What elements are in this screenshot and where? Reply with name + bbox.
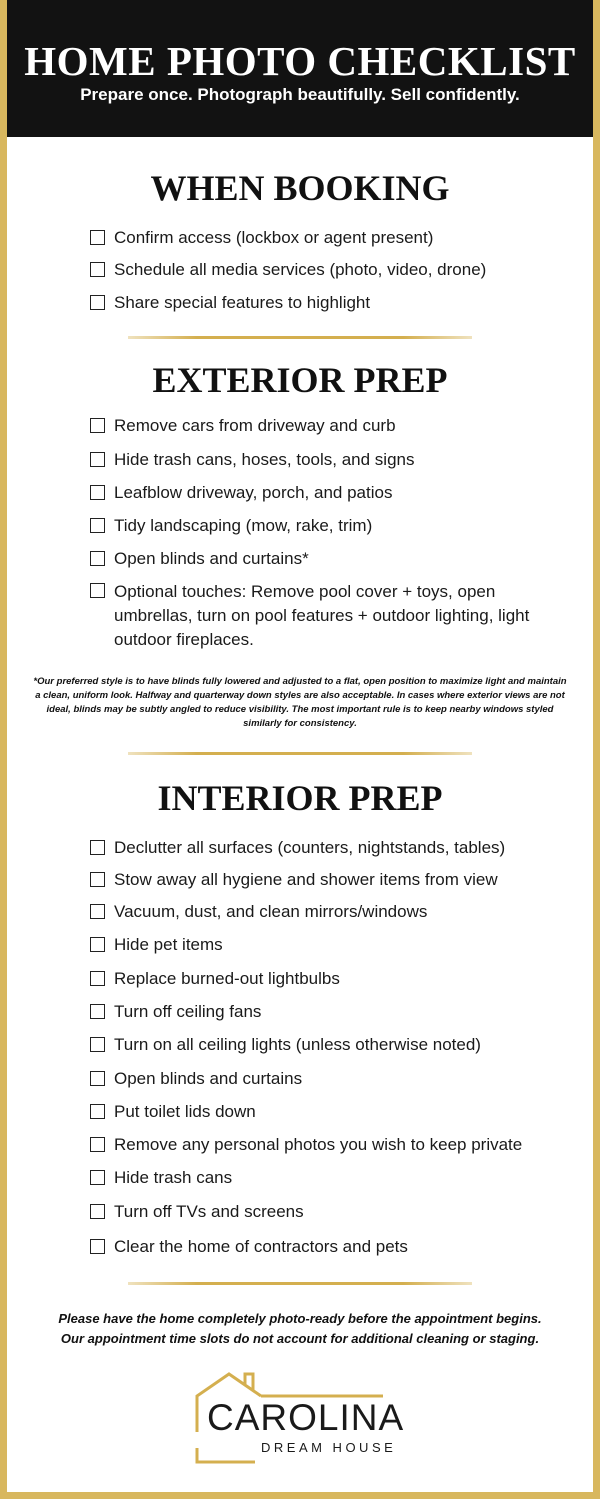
checkbox[interactable] bbox=[90, 840, 105, 855]
checkbox[interactable] bbox=[90, 1204, 105, 1219]
checklist-item[interactable] bbox=[90, 934, 223, 956]
section-title-interior: INTERIOR PREP bbox=[157, 778, 443, 818]
checkbox[interactable] bbox=[90, 904, 105, 919]
blinds-footnote: *Our preferred style is to have blinds fully lowered and adjusted to a flat, open position to maximize light and maintain a clean, uniform look. Halfway and quarterway down styles are also acceptable. In cases where exterior views are not ideal, blinds may be subtly angled to reduce visibility. The most important rule is to keep nearby windows styled similarly for consistency. bbox=[33, 676, 567, 729]
checklist-item[interactable] bbox=[90, 1001, 261, 1023]
checkbox[interactable] bbox=[90, 452, 105, 467]
checklist-item[interactable] bbox=[90, 1068, 302, 1090]
checkbox[interactable] bbox=[90, 518, 105, 533]
checklist-item[interactable] bbox=[90, 292, 370, 314]
checklist-item-label: Remove any personal photos you wish to keep private bbox=[114, 1135, 523, 1154]
brand-tagline: DREAM HOUSE bbox=[261, 1440, 397, 1455]
page-subtitle: Prepare once. Photograph beautifully. Sell confidently. bbox=[80, 85, 520, 104]
checklist-item[interactable] bbox=[90, 869, 498, 891]
checkbox[interactable] bbox=[90, 583, 105, 598]
brand-name: CAROLINA bbox=[207, 1397, 405, 1438]
closing-line-2: Our appointment time slots do not account for additional cleaning or staging. bbox=[60, 1331, 540, 1346]
checkbox[interactable] bbox=[90, 295, 105, 310]
checklist-item-label: Open blinds and curtains bbox=[114, 1069, 303, 1088]
checkbox[interactable] bbox=[90, 1037, 105, 1052]
checklist-item[interactable] bbox=[90, 837, 505, 859]
gold-divider bbox=[128, 752, 472, 755]
checkbox[interactable] bbox=[90, 551, 105, 566]
checklist-item-label: Leafblow driveway, porch, and patios bbox=[114, 483, 393, 502]
checklist-item[interactable] bbox=[90, 1134, 522, 1156]
checklist-item[interactable] bbox=[90, 580, 534, 652]
checklist-item[interactable] bbox=[90, 259, 486, 281]
checklist-item[interactable] bbox=[90, 1167, 232, 1189]
checklist-item-label: Turn on all ceiling lights (unless otherwise noted) bbox=[114, 1035, 481, 1054]
checklist-item-label: Tidy landscaping (mow, rake, trim) bbox=[114, 516, 373, 535]
checkbox[interactable] bbox=[90, 418, 105, 433]
checklist-item-label: Hide trash cans, hoses, tools, and signs bbox=[114, 450, 415, 469]
checklist-item-label: Remove cars from driveway and curb bbox=[114, 416, 396, 435]
checklist-item-label: Stow away all hygiene and shower items from view bbox=[114, 870, 498, 889]
checkbox[interactable] bbox=[90, 1004, 105, 1019]
checklist-item-label: Share special features to highlight bbox=[114, 293, 371, 312]
closing-note bbox=[30, 1309, 570, 1349]
checklist-item[interactable] bbox=[90, 449, 415, 471]
brand-logo bbox=[195, 1370, 415, 1465]
checkbox[interactable] bbox=[90, 1170, 105, 1185]
checklist-item-label: Hide pet items bbox=[114, 935, 223, 954]
checkbox[interactable] bbox=[90, 1104, 105, 1119]
page-title: HOME PHOTO CHECKLIST bbox=[24, 38, 576, 84]
checkbox[interactable] bbox=[90, 262, 105, 277]
checklist-item-label: Clear the home of contractors and pets bbox=[114, 1237, 408, 1256]
checklist-item-label: Turn off ceiling fans bbox=[114, 1002, 262, 1021]
checkbox[interactable] bbox=[90, 872, 105, 887]
checklist-item-label: Hide trash cans bbox=[114, 1168, 233, 1187]
checklist-item[interactable] bbox=[90, 1101, 256, 1123]
checklist-item[interactable] bbox=[90, 548, 309, 570]
checklist-item-label: Confirm access (lockbox or agent present) bbox=[114, 228, 434, 247]
gold-divider bbox=[128, 336, 472, 339]
checkbox[interactable] bbox=[90, 1239, 105, 1254]
checklist-item[interactable] bbox=[90, 482, 392, 504]
checklist-item-label: Schedule all media services (photo, video, drone) bbox=[114, 260, 487, 279]
checklist-item[interactable] bbox=[90, 1236, 408, 1258]
section-title-exterior: EXTERIOR PREP bbox=[152, 360, 448, 400]
checkbox[interactable] bbox=[90, 937, 105, 952]
checkbox[interactable] bbox=[90, 485, 105, 500]
checklist-item-label: Vacuum, dust, and clean mirrors/windows bbox=[114, 902, 428, 921]
checklist-item[interactable] bbox=[90, 415, 396, 437]
checklist-item[interactable] bbox=[90, 515, 372, 537]
checklist-item[interactable] bbox=[90, 227, 433, 249]
checklist-item-label: Replace burned-out lightbulbs bbox=[114, 969, 340, 988]
checklist-item[interactable] bbox=[90, 968, 340, 990]
closing-line-1: Please have the home completely photo-ready before the appointment begins. bbox=[58, 1311, 542, 1326]
checkbox[interactable] bbox=[90, 971, 105, 986]
gold-divider bbox=[128, 1282, 472, 1285]
checklist-item-label: Open blinds and curtains* bbox=[114, 549, 309, 568]
checkbox[interactable] bbox=[90, 1137, 105, 1152]
checklist-item-label: Declutter all surfaces (counters, nightstands, tables) bbox=[114, 838, 506, 857]
checklist-item[interactable] bbox=[90, 901, 427, 923]
section-title-booking: WHEN BOOKING bbox=[150, 168, 450, 208]
checkbox[interactable] bbox=[90, 1071, 105, 1086]
checklist-item-label: Turn off TVs and screens bbox=[114, 1202, 304, 1221]
header-banner bbox=[7, 0, 593, 137]
checklist-item[interactable] bbox=[90, 1201, 304, 1223]
checkbox[interactable] bbox=[90, 230, 105, 245]
checklist-item-label: Optional touches: Remove pool cover + toys, open umbrellas, turn on pool features + outdoor lighting, light outdoor fireplaces. bbox=[114, 582, 530, 649]
checklist-item-label: Put toilet lids down bbox=[114, 1102, 256, 1121]
checklist-item[interactable] bbox=[90, 1034, 481, 1056]
